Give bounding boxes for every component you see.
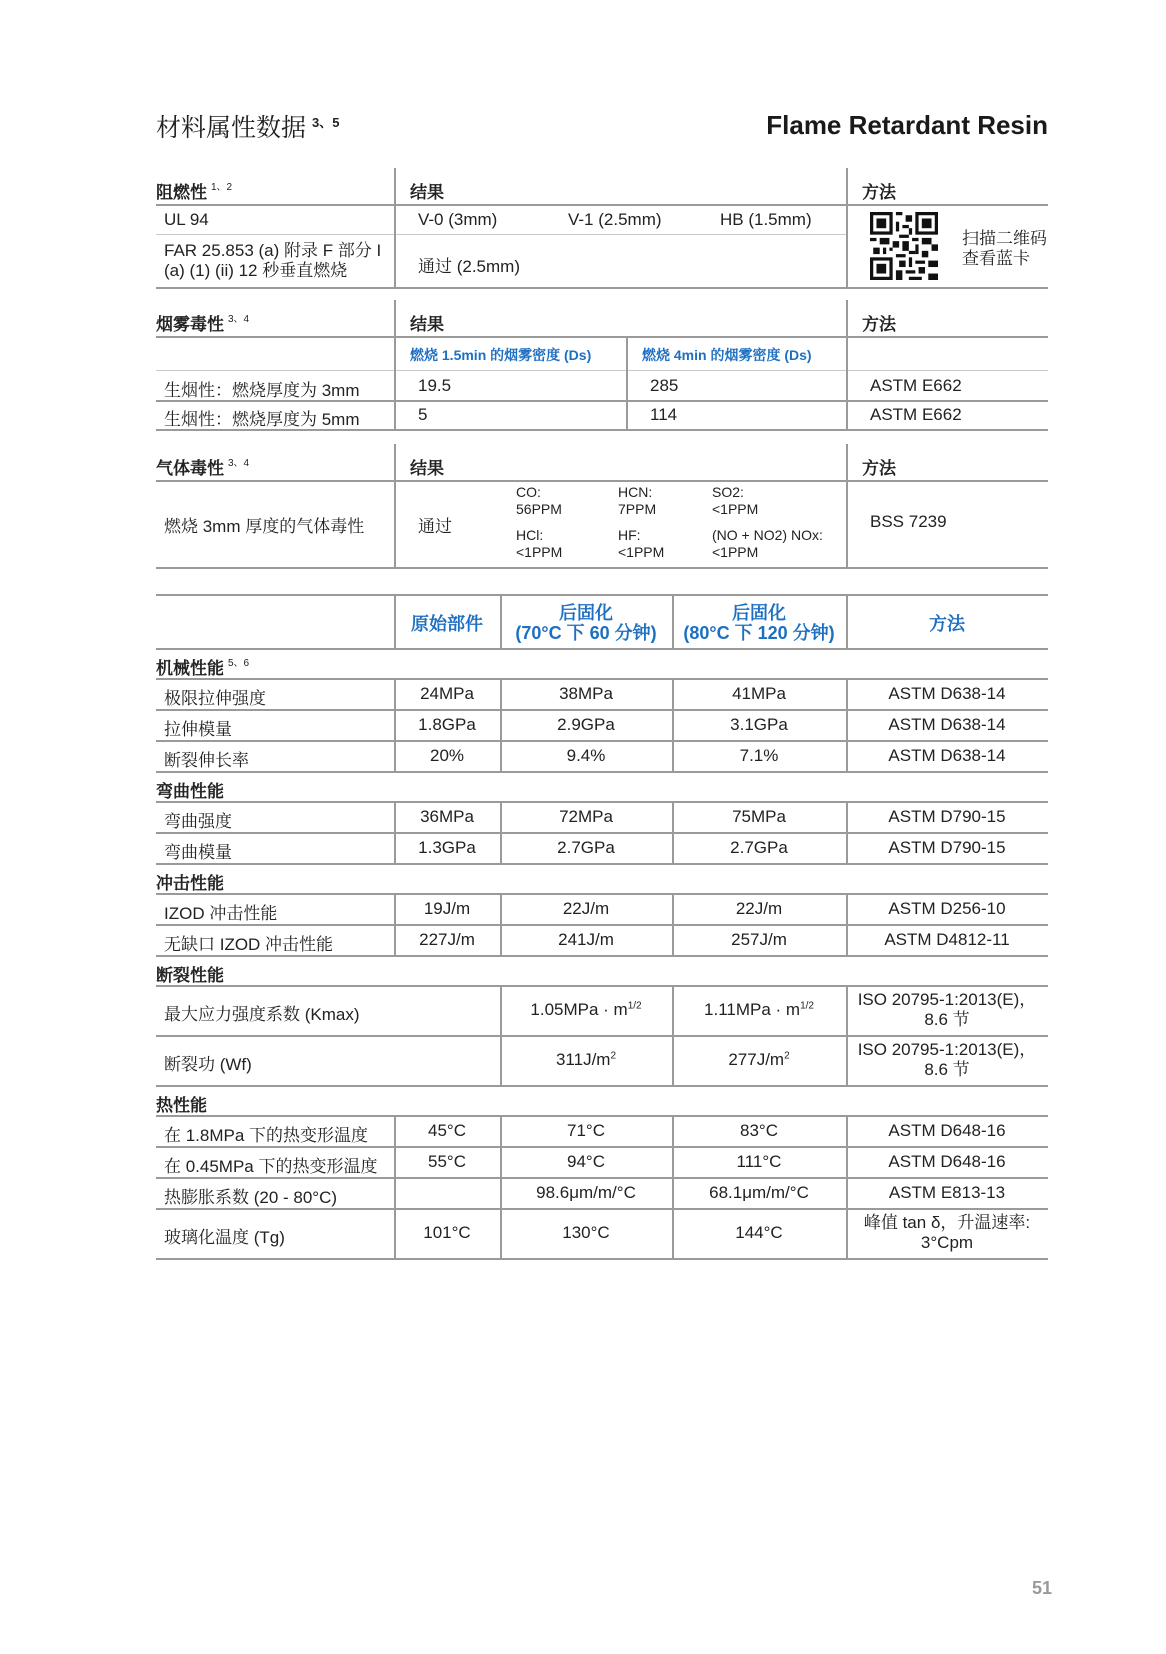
far-line1: FAR 25.853 (a) 附录 F 部分 I (164, 241, 382, 260)
flex-label-text: 弯曲性能 (156, 782, 224, 801)
col-divider (394, 678, 396, 709)
qr-line1: 扫描二维码 (962, 229, 1047, 248)
fract-row-2-b-value: 311J/m (555, 1050, 611, 1069)
gas-method-header: 方法 (862, 459, 896, 478)
col-divider (500, 1035, 502, 1085)
gas-hcn-value: 7PPM (618, 501, 657, 517)
col-divider (394, 740, 396, 771)
divider (156, 678, 1048, 680)
col-divider (846, 1208, 848, 1258)
divider (156, 955, 1048, 957)
col-header-method: 方法 (929, 614, 965, 634)
divider (156, 985, 1048, 987)
fract-row-2-m1: ISO 20795-1:2013(E)， (857, 1040, 1037, 1059)
ul94-v1: V-1 (2.5mm) (568, 210, 662, 229)
col-divider (500, 1115, 502, 1146)
mech-row-1-label: 极限拉伸强度 (164, 689, 266, 708)
qr-line2: 查看蓝卡 (962, 249, 1030, 268)
impact-row-1-m: ASTM D256-10 (888, 899, 1006, 918)
fract-row-2-method (846, 1040, 1048, 1080)
mech-label-text: 机械性能 (156, 659, 224, 678)
fract-row-2-b-sup: 2 (610, 1050, 617, 1062)
col-divider (394, 893, 396, 924)
col-divider (394, 1115, 396, 1146)
divider (156, 648, 1048, 650)
col-divider (500, 709, 502, 740)
thermal-row-1-a: 45°C (428, 1121, 466, 1140)
page-title (156, 108, 339, 144)
mech-row-3-label: 断裂伸长率 (164, 751, 249, 770)
smoke-row-2-v2: 114 (650, 405, 678, 424)
flex-row-2-b: 2.7GPa (557, 838, 615, 857)
col-divider (672, 801, 674, 832)
tg-m2: 3°Cpm (920, 1233, 974, 1252)
mech-row-3-a: 20% (429, 746, 465, 765)
flex-row-1-m: ASTM D790-15 (888, 807, 1006, 826)
fract-row-1-b (500, 1000, 672, 1020)
divider (156, 204, 1048, 206)
col-divider (846, 985, 848, 1035)
divider (156, 567, 1048, 569)
thermal-row-2-a: 55°C (428, 1152, 466, 1171)
far-line2: (a) (1) (ii) 12 秒垂直燃烧 (164, 261, 348, 280)
mech-row-2-a: 1.8GPa (418, 715, 476, 734)
divider (156, 1115, 1048, 1117)
qr-code-icon[interactable] (870, 212, 938, 280)
col-divider (500, 1208, 502, 1258)
smoke-section (156, 300, 1048, 430)
col-divider (672, 1115, 674, 1146)
col-header-post2 (672, 603, 846, 643)
col-divider (500, 594, 502, 648)
impact-row-1-a: 19J/m (423, 899, 471, 918)
flex-row-1-c: 75MPa (732, 807, 786, 826)
thermal-row-3-label: 热膨胀系数 (20 - 80°C) (164, 1188, 338, 1207)
gas-hcn (618, 484, 656, 518)
col-divider (846, 1115, 848, 1146)
fract-label-text: 断裂性能 (156, 966, 224, 985)
gas-sup: 3、4 (228, 458, 250, 469)
mech-row-2-c: 3.1GPa (730, 715, 788, 734)
mech-row-1-c: 41MPa (732, 684, 786, 703)
thermal-row-3-c: 68.1μm/m/°C (709, 1183, 809, 1202)
col-header-post1-l2: (70°C 下 60 分钟) (515, 623, 657, 643)
smoke-label-text: 烟雾毒性 (156, 315, 224, 334)
flame-sup: 1、2 (211, 182, 233, 193)
col-header-post2-l1: 后固化 (732, 603, 786, 623)
thermal-row-1-label: 在 1.8MPa 下的热变形温度 (164, 1126, 369, 1145)
flame-method-header: 方法 (862, 183, 896, 202)
properties-table (156, 594, 1048, 1306)
smoke-result-header: 结果 (410, 315, 444, 334)
col-divider (394, 444, 396, 568)
tg-c: 144°C (735, 1223, 783, 1242)
divider (156, 287, 1048, 289)
flex-row-2-c: 2.7GPa (730, 838, 788, 857)
divider (156, 709, 1048, 711)
fract-row-2-c (672, 1050, 846, 1070)
gas-nox-label: (NO + NO2) NOx: (712, 527, 823, 543)
divider (156, 740, 1048, 742)
impact-label (156, 869, 224, 894)
mech-row-1-a: 24MPa (420, 684, 474, 703)
col-divider (500, 801, 502, 832)
col-divider (672, 1208, 674, 1258)
ul94-v0: V-0 (3mm) (418, 210, 498, 229)
col-divider (846, 801, 848, 832)
col-header-original: 原始部件 (411, 614, 483, 634)
qr-caption (962, 229, 1047, 269)
tg-m1: 峰值 tan δ，升温速率: (863, 1213, 1031, 1232)
impact-row-1-b: 22J/m (562, 899, 610, 918)
col-divider (394, 924, 396, 955)
page-title-sup: 3、5 (312, 115, 340, 130)
tg-method (846, 1213, 1048, 1253)
mech-row-2-label: 拉伸模量 (164, 720, 232, 739)
thermal-label (156, 1091, 207, 1116)
fract-row-1-b-sup: 1/2 (627, 1000, 642, 1012)
col-divider (846, 709, 848, 740)
mech-row-1-b: 38MPa (559, 684, 613, 703)
gas-so2 (712, 484, 758, 518)
divider (156, 594, 1048, 596)
col-divider (500, 1146, 502, 1177)
thermal-label-text: 热性能 (156, 1096, 207, 1115)
far-label (164, 241, 381, 281)
thermal-row-1-b: 71°C (567, 1121, 605, 1140)
thermal-row-2-label: 在 0.45MPa 下的热变形温度 (164, 1157, 378, 1176)
mech-row-3-c: 7.1% (739, 746, 779, 765)
gas-nox-value: <1PPM (712, 544, 759, 560)
smoke-row-1-method: ASTM E662 (870, 376, 962, 395)
col-divider (846, 1146, 848, 1177)
fract-row-1-m1: ISO 20795-1:2013(E)， (857, 990, 1037, 1009)
impact-row-1-c: 22J/m (735, 899, 783, 918)
col-divider (500, 678, 502, 709)
divider (156, 480, 1048, 482)
ul94-hb: HB (1.5mm) (720, 210, 812, 229)
impact-row-2-a: 227J/m (419, 930, 475, 949)
col-divider (846, 300, 848, 430)
gas-hf-value: <1PPM (618, 544, 665, 560)
divider (156, 1146, 1048, 1148)
col-divider (394, 801, 396, 832)
col-divider (500, 985, 502, 1035)
col-divider (672, 985, 674, 1035)
flex-row-2-label: 弯曲模量 (164, 843, 232, 862)
col-divider (500, 832, 502, 863)
col-divider (500, 893, 502, 924)
col-divider (846, 678, 848, 709)
far-result: 通过 (2.5mm) (418, 257, 520, 276)
gas-section (156, 444, 1048, 568)
divider (156, 771, 1048, 773)
col-divider (394, 1177, 396, 1208)
col-divider (672, 832, 674, 863)
page-number: 51 (1031, 1578, 1052, 1598)
flame-result-header: 结果 (410, 183, 444, 202)
smoke-row-1-v1: 19.5 (418, 376, 452, 395)
ul94-label: UL 94 (164, 210, 209, 229)
mech-label (156, 654, 249, 679)
fract-row-1-c (672, 1000, 846, 1020)
gas-result-header: 结果 (410, 459, 444, 478)
gas-nox (712, 527, 823, 561)
fract-row-1-c-sup: 1/2 (800, 1000, 814, 1012)
smoke-sub-header-2: 燃烧 4min 的烟雾密度 (Ds) (642, 347, 812, 363)
gas-hcn-label: HCN: (618, 484, 653, 500)
fract-row-1-method (846, 990, 1048, 1030)
gas-row-label: 燃烧 3mm 厚度的气体毒性 (164, 517, 365, 536)
fract-row-2-b (500, 1050, 672, 1070)
col-divider (672, 678, 674, 709)
gas-co (516, 484, 562, 518)
col-divider (672, 893, 674, 924)
col-divider (846, 740, 848, 771)
col-divider (846, 1177, 848, 1208)
divider (156, 1258, 1048, 1260)
thermal-row-2-m: ASTM D648-16 (888, 1152, 1006, 1171)
col-divider (846, 594, 848, 648)
impact-label-text: 冲击性能 (156, 874, 224, 893)
col-divider (394, 300, 396, 430)
col-divider (846, 168, 848, 288)
tg-a: 101°C (423, 1223, 471, 1242)
mech-row-2-m: ASTM D638-14 (888, 715, 1006, 734)
col-divider (672, 1035, 674, 1085)
thermal-row-2-c: 111°C (736, 1152, 782, 1171)
col-divider (394, 1208, 396, 1258)
gas-hcl (516, 527, 562, 561)
gas-label (156, 454, 249, 479)
impact-row-1-label: IZOD 冲击性能 (164, 904, 278, 923)
flex-row-2-a: 1.3GPa (418, 838, 476, 857)
smoke-row-1-label: 生烟性：燃烧厚度为 3mm (164, 381, 360, 400)
mech-row-2-b: 2.9GPa (557, 715, 615, 734)
divider (156, 1208, 1048, 1210)
gas-hcl-value: <1PPM (516, 544, 563, 560)
col-divider (672, 594, 674, 648)
fract-row-1-b-value: 1.05MPa · m (530, 1000, 628, 1019)
gas-co-label: CO: (516, 484, 541, 500)
impact-row-2-m: ASTM D4812-11 (884, 930, 1010, 949)
divider (156, 1085, 1048, 1087)
fract-row-1-m2: 8.6 节 (924, 1010, 970, 1029)
fract-row-1-label: 最大应力强度系数 (Kmax) (164, 1005, 360, 1024)
col-divider (846, 1035, 848, 1085)
divider (156, 370, 1048, 371)
col-divider (672, 1177, 674, 1208)
col-divider (394, 1146, 396, 1177)
col-divider (672, 1146, 674, 1177)
col-divider (500, 1177, 502, 1208)
smoke-row-2-method: ASTM E662 (870, 405, 962, 424)
fract-label (156, 961, 224, 986)
smoke-row-2-label: 生烟性：燃烧厚度为 5mm (164, 410, 360, 429)
tg-label: 玻璃化温度 (Tg) (164, 1228, 285, 1247)
col-divider (394, 709, 396, 740)
col-divider (846, 893, 848, 924)
fract-row-2-label: 断裂功 (Wf) (164, 1055, 252, 1074)
brand-title: Flame Retardant Resin (766, 110, 1048, 140)
gas-label-text: 气体毒性 (156, 459, 224, 478)
fract-row-1-c-value: 1.11MPa · m (704, 1000, 801, 1019)
col-divider (626, 337, 628, 430)
smoke-method-header: 方法 (862, 315, 896, 334)
divider (156, 863, 1048, 865)
thermal-row-3-b: 98.6μm/m/°C (536, 1183, 636, 1202)
fract-row-2-m2: 8.6 节 (924, 1060, 970, 1079)
mech-row-1-m: ASTM D638-14 (888, 684, 1006, 703)
gas-co-value: 56PPM (516, 501, 562, 517)
divider (156, 1177, 1048, 1179)
col-divider (672, 740, 674, 771)
fract-row-2-c-sup: 2 (784, 1050, 790, 1062)
divider (156, 832, 1048, 834)
divider (156, 429, 1048, 431)
smoke-label (156, 310, 249, 335)
gas-method: BSS 7239 (870, 512, 947, 531)
flame-label (156, 178, 232, 203)
flex-label (156, 777, 224, 802)
flame-label-text: 阻燃性 (156, 183, 207, 202)
divider (156, 1035, 1048, 1037)
smoke-row-2-v1: 5 (418, 405, 428, 424)
col-divider (846, 832, 848, 863)
col-header-post1 (500, 603, 672, 643)
divider (156, 924, 1048, 926)
thermal-row-3-m: ASTM E813-13 (888, 1183, 1006, 1202)
impact-row-2-label: 无缺口 IZOD 冲击性能 (164, 935, 334, 954)
mech-label-sup: 5、6 (228, 658, 250, 669)
col-divider (500, 740, 502, 771)
mech-row-3-b: 9.4% (566, 746, 606, 765)
col-divider (394, 168, 396, 288)
impact-row-2-b: 241J/m (558, 930, 614, 949)
flex-row-2-m: ASTM D790-15 (888, 838, 1006, 857)
divider (156, 801, 1048, 803)
col-divider (672, 709, 674, 740)
col-divider (394, 594, 396, 648)
fract-row-2-c-value: 277J/m (728, 1050, 785, 1069)
col-header-post1-l1: 后固化 (559, 603, 613, 623)
smoke-sup: 3、4 (228, 314, 250, 325)
smoke-row-1-v2: 285 (650, 376, 679, 395)
gas-result: 通过 (418, 517, 452, 536)
impact-row-2-c: 257J/m (731, 930, 787, 949)
divider (156, 336, 1048, 338)
col-divider (394, 832, 396, 863)
thermal-row-1-m: ASTM D648-16 (888, 1121, 1006, 1140)
col-header-post2-l2: (80°C 下 120 分钟) (683, 623, 835, 643)
flex-row-1-label: 弯曲强度 (164, 812, 232, 831)
divider (156, 400, 1048, 402)
divider (156, 893, 1048, 895)
gas-hcl-label: HCl: (516, 527, 544, 543)
mech-row-3-m: ASTM D638-14 (888, 746, 1006, 765)
smoke-sub-header-1: 燃烧 1.5min 的烟雾密度 (Ds) (410, 347, 592, 363)
tg-b: 130°C (562, 1223, 610, 1242)
col-divider (846, 444, 848, 568)
thermal-row-1-c: 83°C (740, 1121, 778, 1140)
col-divider (672, 924, 674, 955)
thermal-row-2-b: 94°C (567, 1152, 605, 1171)
col-divider (500, 924, 502, 955)
flex-row-1-a: 36MPa (420, 807, 474, 826)
page-title-text: 材料属性数据 (156, 114, 307, 142)
col-divider (846, 924, 848, 955)
gas-so2-value: <1PPM (712, 501, 759, 517)
divider (156, 234, 846, 235)
gas-hf-label: HF: (618, 527, 641, 543)
gas-hf (618, 527, 664, 561)
flex-row-1-b: 72MPa (559, 807, 613, 826)
gas-so2-label: SO2: (712, 484, 744, 500)
